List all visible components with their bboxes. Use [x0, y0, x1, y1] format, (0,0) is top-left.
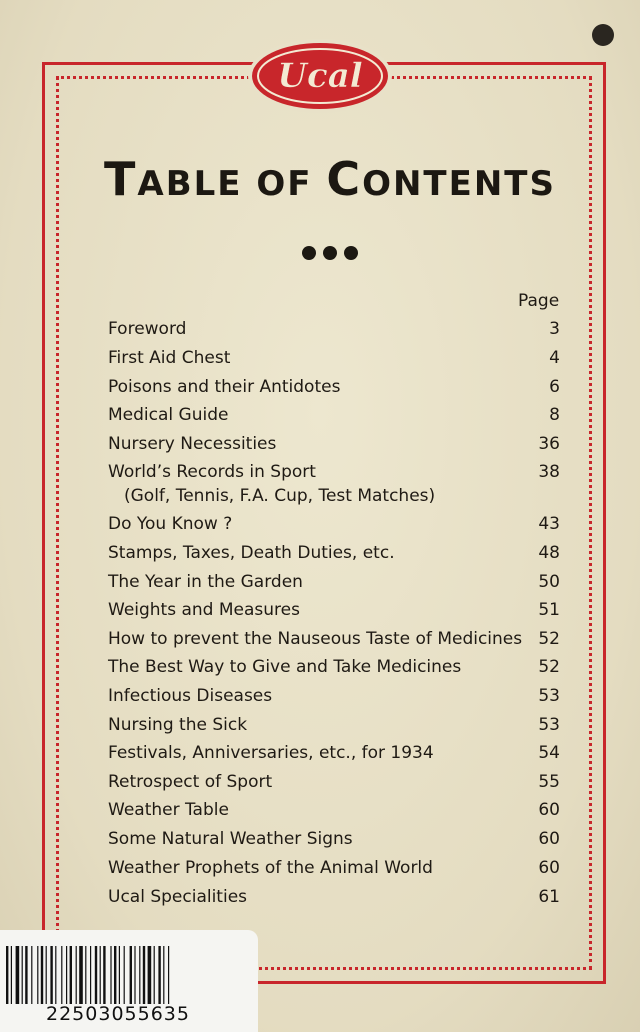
toc-entry: [108, 887, 560, 911]
toc-entry-label: Weather Prophets of the Animal World: [108, 858, 433, 878]
barcode-number: 22503055635: [46, 1003, 190, 1025]
toc-entry-page: 51: [538, 600, 560, 620]
toc-entry-label: Weather Table: [108, 800, 229, 820]
toc-entry: [108, 629, 560, 653]
barcode-bar: [95, 946, 97, 1004]
barcode-bar: [41, 946, 43, 1004]
barcode-bar: [114, 946, 116, 1004]
barcode-bar: [168, 946, 169, 1004]
toc-entry-label: The Year in the Garden: [108, 572, 303, 592]
ucal-logo: [247, 38, 393, 114]
barcode-bar: [148, 946, 152, 1004]
barcode-bar: [110, 946, 111, 1004]
toc-entry: [108, 715, 560, 739]
barcode-bar: [85, 946, 86, 1004]
barcode-bar: [70, 946, 72, 1004]
svg-text:Ucal: Ucal: [277, 56, 363, 96]
toc-entry-label: The Best Way to Give and Take Medicines: [108, 657, 462, 677]
toc-entry: [108, 319, 560, 343]
toc-entry: [108, 434, 560, 458]
toc-entry-page: 60: [538, 858, 560, 878]
toc-entry-label: Weights and Measures: [108, 600, 300, 620]
barcode-bar: [143, 946, 145, 1004]
toc-entry-page: 50: [538, 572, 560, 592]
toc-entry: [108, 800, 560, 824]
toc-entry: [108, 543, 560, 567]
toc-entry: [108, 772, 560, 796]
toc-entry-page: 52: [538, 657, 560, 677]
toc-entry-label: Nursery Necessities: [108, 434, 277, 454]
barcode-bar: [6, 946, 8, 1004]
toc-entry-label: Foreword: [108, 319, 187, 339]
decorative-dots: [300, 246, 360, 262]
toc-entry-label: Stamps, Taxes, Death Duties, etc.: [108, 543, 395, 563]
barcode-bar: [139, 946, 140, 1004]
toc-entry-page: 54: [538, 743, 560, 763]
toc-entry-page: 48: [538, 543, 560, 563]
barcode-bar: [66, 946, 67, 1004]
toc-entry-label: Retrospect of Sport: [108, 772, 273, 792]
toc-entry-label: World’s Records in Sport: [108, 462, 316, 482]
barcode-bar: [119, 946, 120, 1004]
toc-entry-label: First Aid Chest: [108, 348, 231, 368]
barcode-bar: [134, 946, 135, 1004]
barcode-bar: [154, 946, 155, 1004]
toc-entry-page: 53: [538, 715, 560, 735]
toc-entry-label: Do You Know ?: [108, 514, 233, 534]
toc-entry-page: 43: [538, 514, 560, 534]
barcode-bar: [16, 946, 20, 1004]
barcode-bar: [25, 946, 27, 1004]
barcode-bar: [103, 946, 105, 1004]
toc-entry-page: 8: [549, 405, 560, 425]
sport-subtitle: (Golf, Tennis, F.A. Cup, Test Matches): [124, 486, 436, 506]
page-column-header: Page: [518, 291, 560, 311]
barcode-bar: [55, 946, 56, 1004]
ink-blot: [592, 24, 614, 46]
page-title: TABLE OF CONTENTS: [103, 152, 556, 206]
toc-entry-label: Ucal Specialities: [108, 887, 248, 907]
barcode-bar: [90, 946, 91, 1004]
toc-entry: [108, 829, 560, 853]
barcode-bar: [76, 946, 77, 1004]
toc-entry: [108, 405, 560, 429]
barcode-bar: [22, 946, 23, 1004]
toc-entry-label: Medical Guide: [108, 405, 229, 425]
barcode-bar: [163, 946, 164, 1004]
toc-entry: [108, 858, 560, 882]
toc-entry-page: 60: [538, 800, 560, 820]
toc-entry: [108, 377, 560, 401]
barcode-bar: [37, 946, 38, 1004]
barcode-bar: [31, 946, 32, 1004]
toc-entry: [108, 686, 560, 710]
barcode-bar: [79, 946, 83, 1004]
toc-entry-page: 36: [538, 434, 560, 454]
toc-entry-page: 61: [538, 887, 560, 907]
toc-entry-page: 53: [538, 686, 560, 706]
toc-entry: [108, 600, 560, 624]
toc-entry: [108, 743, 560, 767]
toc-entry-page: 6: [549, 377, 560, 397]
toc-entry: [108, 514, 560, 538]
toc-entry-label: Poisons and their Antidotes: [108, 377, 341, 397]
toc-entry-label: Some Natural Weather Signs: [108, 829, 353, 849]
toc-entry: [108, 572, 560, 596]
barcode-bar: [50, 946, 52, 1004]
toc-entry-page: 60: [538, 829, 560, 849]
toc-entry-page: 52: [538, 629, 560, 649]
toc-entry-label: Festivals, Anniversaries, etc., for 1934: [108, 743, 434, 763]
barcode-image: [4, 946, 238, 1004]
barcode-bar: [158, 946, 160, 1004]
toc-entry-page: 55: [538, 772, 560, 792]
toc-entry-label: How to prevent the Nauseous Taste of Medicines: [108, 629, 523, 649]
barcode-bar: [130, 946, 132, 1004]
toc-entry-label: Infectious Diseases: [108, 686, 273, 706]
barcode-bar: [11, 946, 12, 1004]
toc-entry-page: 3: [549, 319, 560, 339]
toc-entry: [108, 348, 560, 372]
toc-entry-page: 38: [538, 462, 560, 482]
toc-entry-page: 4: [549, 348, 560, 368]
barcode-bar: [100, 946, 101, 1004]
barcode-bar: [46, 946, 47, 1004]
toc-entry: [108, 657, 560, 681]
barcode-bar: [61, 946, 62, 1004]
barcode-bar: [124, 946, 125, 1004]
toc-entry-label: Nursing the Sick: [108, 715, 248, 735]
toc-entry: [108, 462, 560, 486]
